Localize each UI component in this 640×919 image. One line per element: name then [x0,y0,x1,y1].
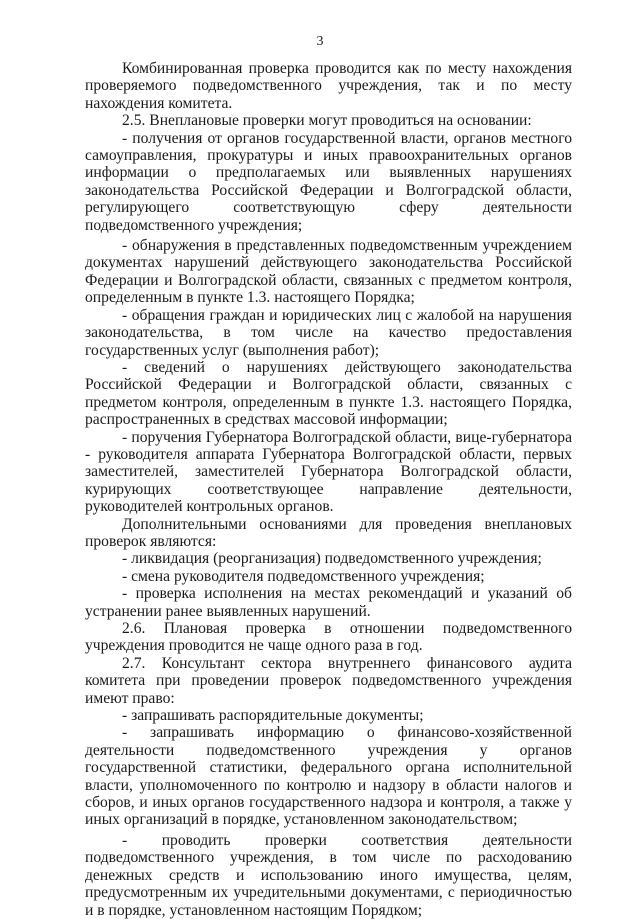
document-body [85,60,572,919]
paragraph-additional-grounds: Дополнительными основаниями для проведения внеплановых проверок являются: [85,515,572,550]
paragraph-basis-governor-orders: - поручения Губернатора Волгоградской области, вице-губернатора - руководителя аппарата Губернатора Волгоградской области, первых заместителей, заместителей Губернатора Волгоградской области, курирующих соответствующее направление деятельности, руководителей контрольных органов. [85,428,572,516]
paragraph-2-6-planned-frequency: 2.6. Плановая проверка в отношении подведомственного учреждения проводится не чаще одного раза в год. [85,620,572,655]
paragraph-2-5-heading: 2.5. Внеплановые проверки могут проводиться на основании: [122,112,532,130]
paragraph-right-request-information: - запрашивать информацию о финансово-хозяйственной деятельности подведомственного учреждения у органов государственной статистики, федерального органа исполнительной власти, уполномоченного по контролю и надзору в области налогов и сборов, и иных органов государственного надзора и контроля, а также у иных организаций в порядке, установленном законодательством; [85,724,572,829]
paragraph-liquidation: - ликвидация (реорганизация) подведомственного учреждения; [122,550,542,568]
paragraph-basis-authorities-info: - получения от органов государственной власти, органов местного самоуправления, прокуратуры и иных правоохранительных органов информации о предполагаемых или выявленных нарушениях законодательства Российской Федерации и Волгоградской области, регулирующего соответствующую сферу деятельности подведомственного учреждения; [85,129,572,234]
paragraph-right-conduct-checks: - проводить проверки соответствия деятельности подведомственного учреждения, в том числе по расходованию денежных средств и использованию иного имущества, целям, предусмотренным их учредительными документами, с периодичностью и в порядке, установленном настоящим Порядком; [85,831,572,919]
paragraph-2-7-consultant-rights: 2.7. Консультант сектора внутреннего финансового аудита комитета при проведении проверок подведомственного учреждения имеют право: [85,654,572,707]
paragraph-basis-documents-violations: - обнаружения в представленных подведомственным учреждением документах нарушений действующего законодательства Российской Федерации и Волгоградской области, связанных с предметом контроля, определенным в пункте 1.3. настоящего Порядка; [85,237,572,307]
paragraph-combined-inspection: Комбинированная проверка проводится как по месту нахождения проверяемого подведомственного учреждения, так и по месту нахождения комитета. [85,60,572,112]
paragraph-recommendations-check: - проверка исполнения на местах рекомендаций и указаний об устранении ранее выявленных нарушений. [85,585,572,620]
paragraph-basis-citizen-complaints: - обращения граждан и юридических лиц с жалобой на нарушения законодательства, в том числе на качество предоставления государственных услуг (выполнения работ); [85,306,572,359]
paragraph-right-request-documents: - запрашивать распорядительные документы; [122,707,424,725]
paragraph-basis-media-reports: - сведений о нарушениях действующего законодательства Российской Федерации и Волгоградской области, связанных с предметом контроля, определенным в пункте 1.3. настоящего Порядка, распространенных в средствах массовой информации; [85,358,572,429]
page-number: 3 [316,34,324,49]
paragraph-head-change: - смена руководителя подведомственного учреждения; [122,567,485,585]
